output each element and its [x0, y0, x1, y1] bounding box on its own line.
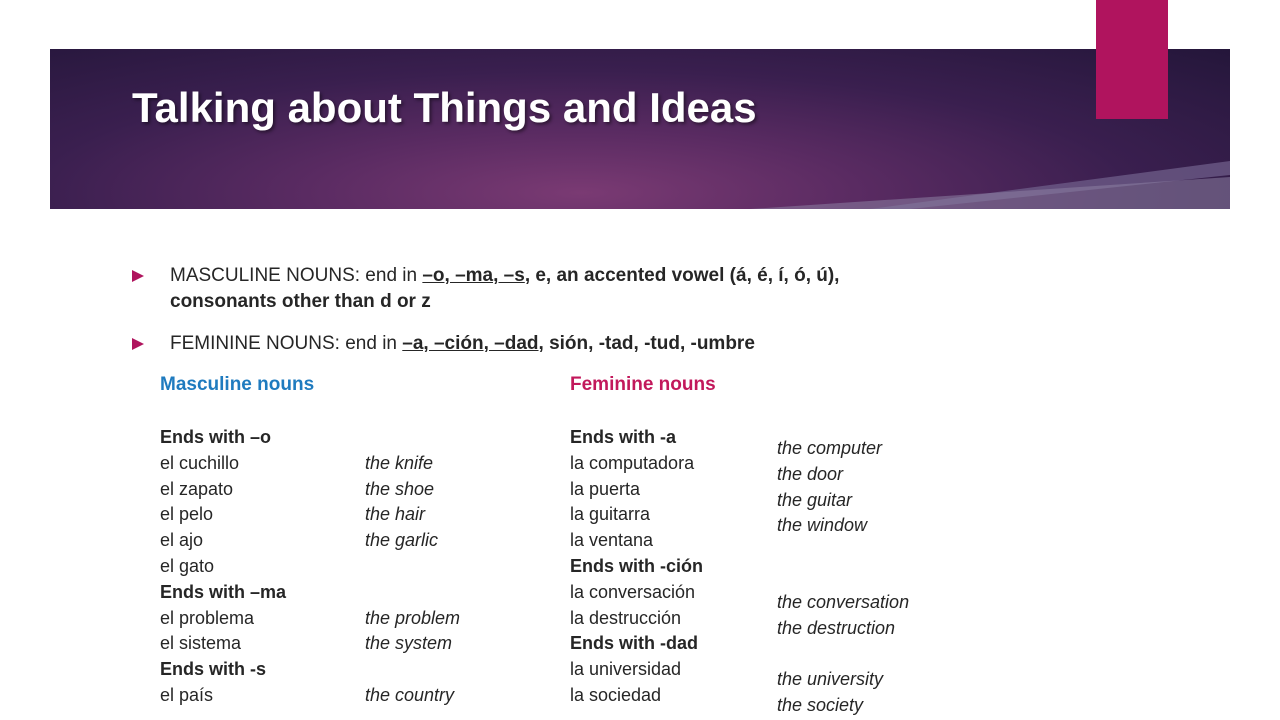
noun-english: the door: [777, 463, 844, 484]
noun-english: the shoe: [365, 478, 435, 499]
bullet-feminine-text: [170, 331, 755, 357]
noun-spanish: la guitarra: [570, 504, 651, 525]
noun-english: the country: [365, 684, 455, 705]
noun-spanish: la conversación: [570, 581, 696, 602]
noun-english: the computer: [777, 438, 883, 458]
noun-spanish: el pelo: [160, 504, 214, 525]
noun-spanish: el sistema: [160, 633, 242, 654]
bullet-arrow-icon: [132, 270, 144, 282]
noun-english: the problem: [365, 607, 461, 628]
noun-english: the system: [365, 633, 453, 654]
noun-spanish: la puerta: [570, 478, 641, 499]
noun-english: the guitar: [777, 489, 853, 510]
bullet-label: MASCULINE NOUNS: end in: [170, 265, 423, 286]
bullet-masculine-text: [170, 263, 839, 315]
bullet-label: FEMININE NOUNS: end in: [170, 333, 403, 354]
noun-spanish: el país: [160, 684, 214, 705]
noun-spanish: el gato: [160, 555, 215, 576]
bullet-rest: , sión, -tad, -tud, -umbre: [538, 333, 755, 354]
noun-spanish: el problema: [160, 607, 255, 628]
group-heading: Ends with –ma: [160, 581, 287, 602]
accent-tab: [1096, 0, 1168, 119]
feminine-english-group-a: [777, 436, 882, 539]
group-heading: Ends with –o: [160, 427, 272, 447]
noun-spanish: el cuchillo: [160, 452, 240, 473]
masculine-spanish-column: [160, 425, 286, 709]
group-heading: Ends with -dad: [570, 633, 698, 654]
noun-spanish: el zapato: [160, 478, 234, 499]
noun-english: the university: [777, 669, 884, 689]
group-heading: Ends with -ción: [570, 555, 703, 576]
noun-english: the window: [777, 515, 868, 536]
feminine-spanish-column: [570, 425, 703, 709]
noun-spanish: la destrucción: [570, 607, 682, 628]
slide-title: Talking about Things and Ideas: [132, 84, 757, 131]
feminine-english-group-cion: [777, 590, 909, 642]
group-heading: Ends with -a: [570, 427, 677, 447]
bullet-arrow-icon: [132, 338, 144, 350]
noun-spanish: la computadora: [570, 452, 695, 473]
bullet-rest-line2: consonants other than d or z: [170, 291, 431, 312]
noun-english: the society: [777, 694, 864, 715]
noun-english: [365, 657, 460, 683]
noun-english: [365, 554, 460, 580]
feminine-english-group-dad: [777, 667, 883, 719]
noun-spanish: el ajo: [160, 530, 204, 551]
bullet-rest: , e, an accented vowel (á, é, í, ó, ú),: [524, 265, 840, 286]
noun-english: the conversation: [777, 592, 910, 612]
masculine-heading: Masculine nouns: [160, 374, 315, 395]
noun-english: the destruction: [777, 617, 896, 638]
noun-english: the garlic: [365, 530, 439, 551]
noun-spanish: la universidad: [570, 659, 682, 680]
noun-english: the knife: [365, 452, 434, 473]
noun-spanish: la sociedad: [570, 684, 662, 705]
noun-spanish: la ventana: [570, 530, 654, 551]
feminine-heading: Feminine nouns: [570, 374, 716, 395]
group-heading: Ends with -s: [160, 659, 267, 680]
noun-english: the hair: [365, 504, 426, 525]
masculine-english-column: [365, 451, 460, 709]
bullet-endings: –a, –ción, –dad: [402, 333, 539, 354]
noun-english: [365, 580, 460, 606]
bullet-endings: –o, –ma, –s: [422, 265, 525, 286]
